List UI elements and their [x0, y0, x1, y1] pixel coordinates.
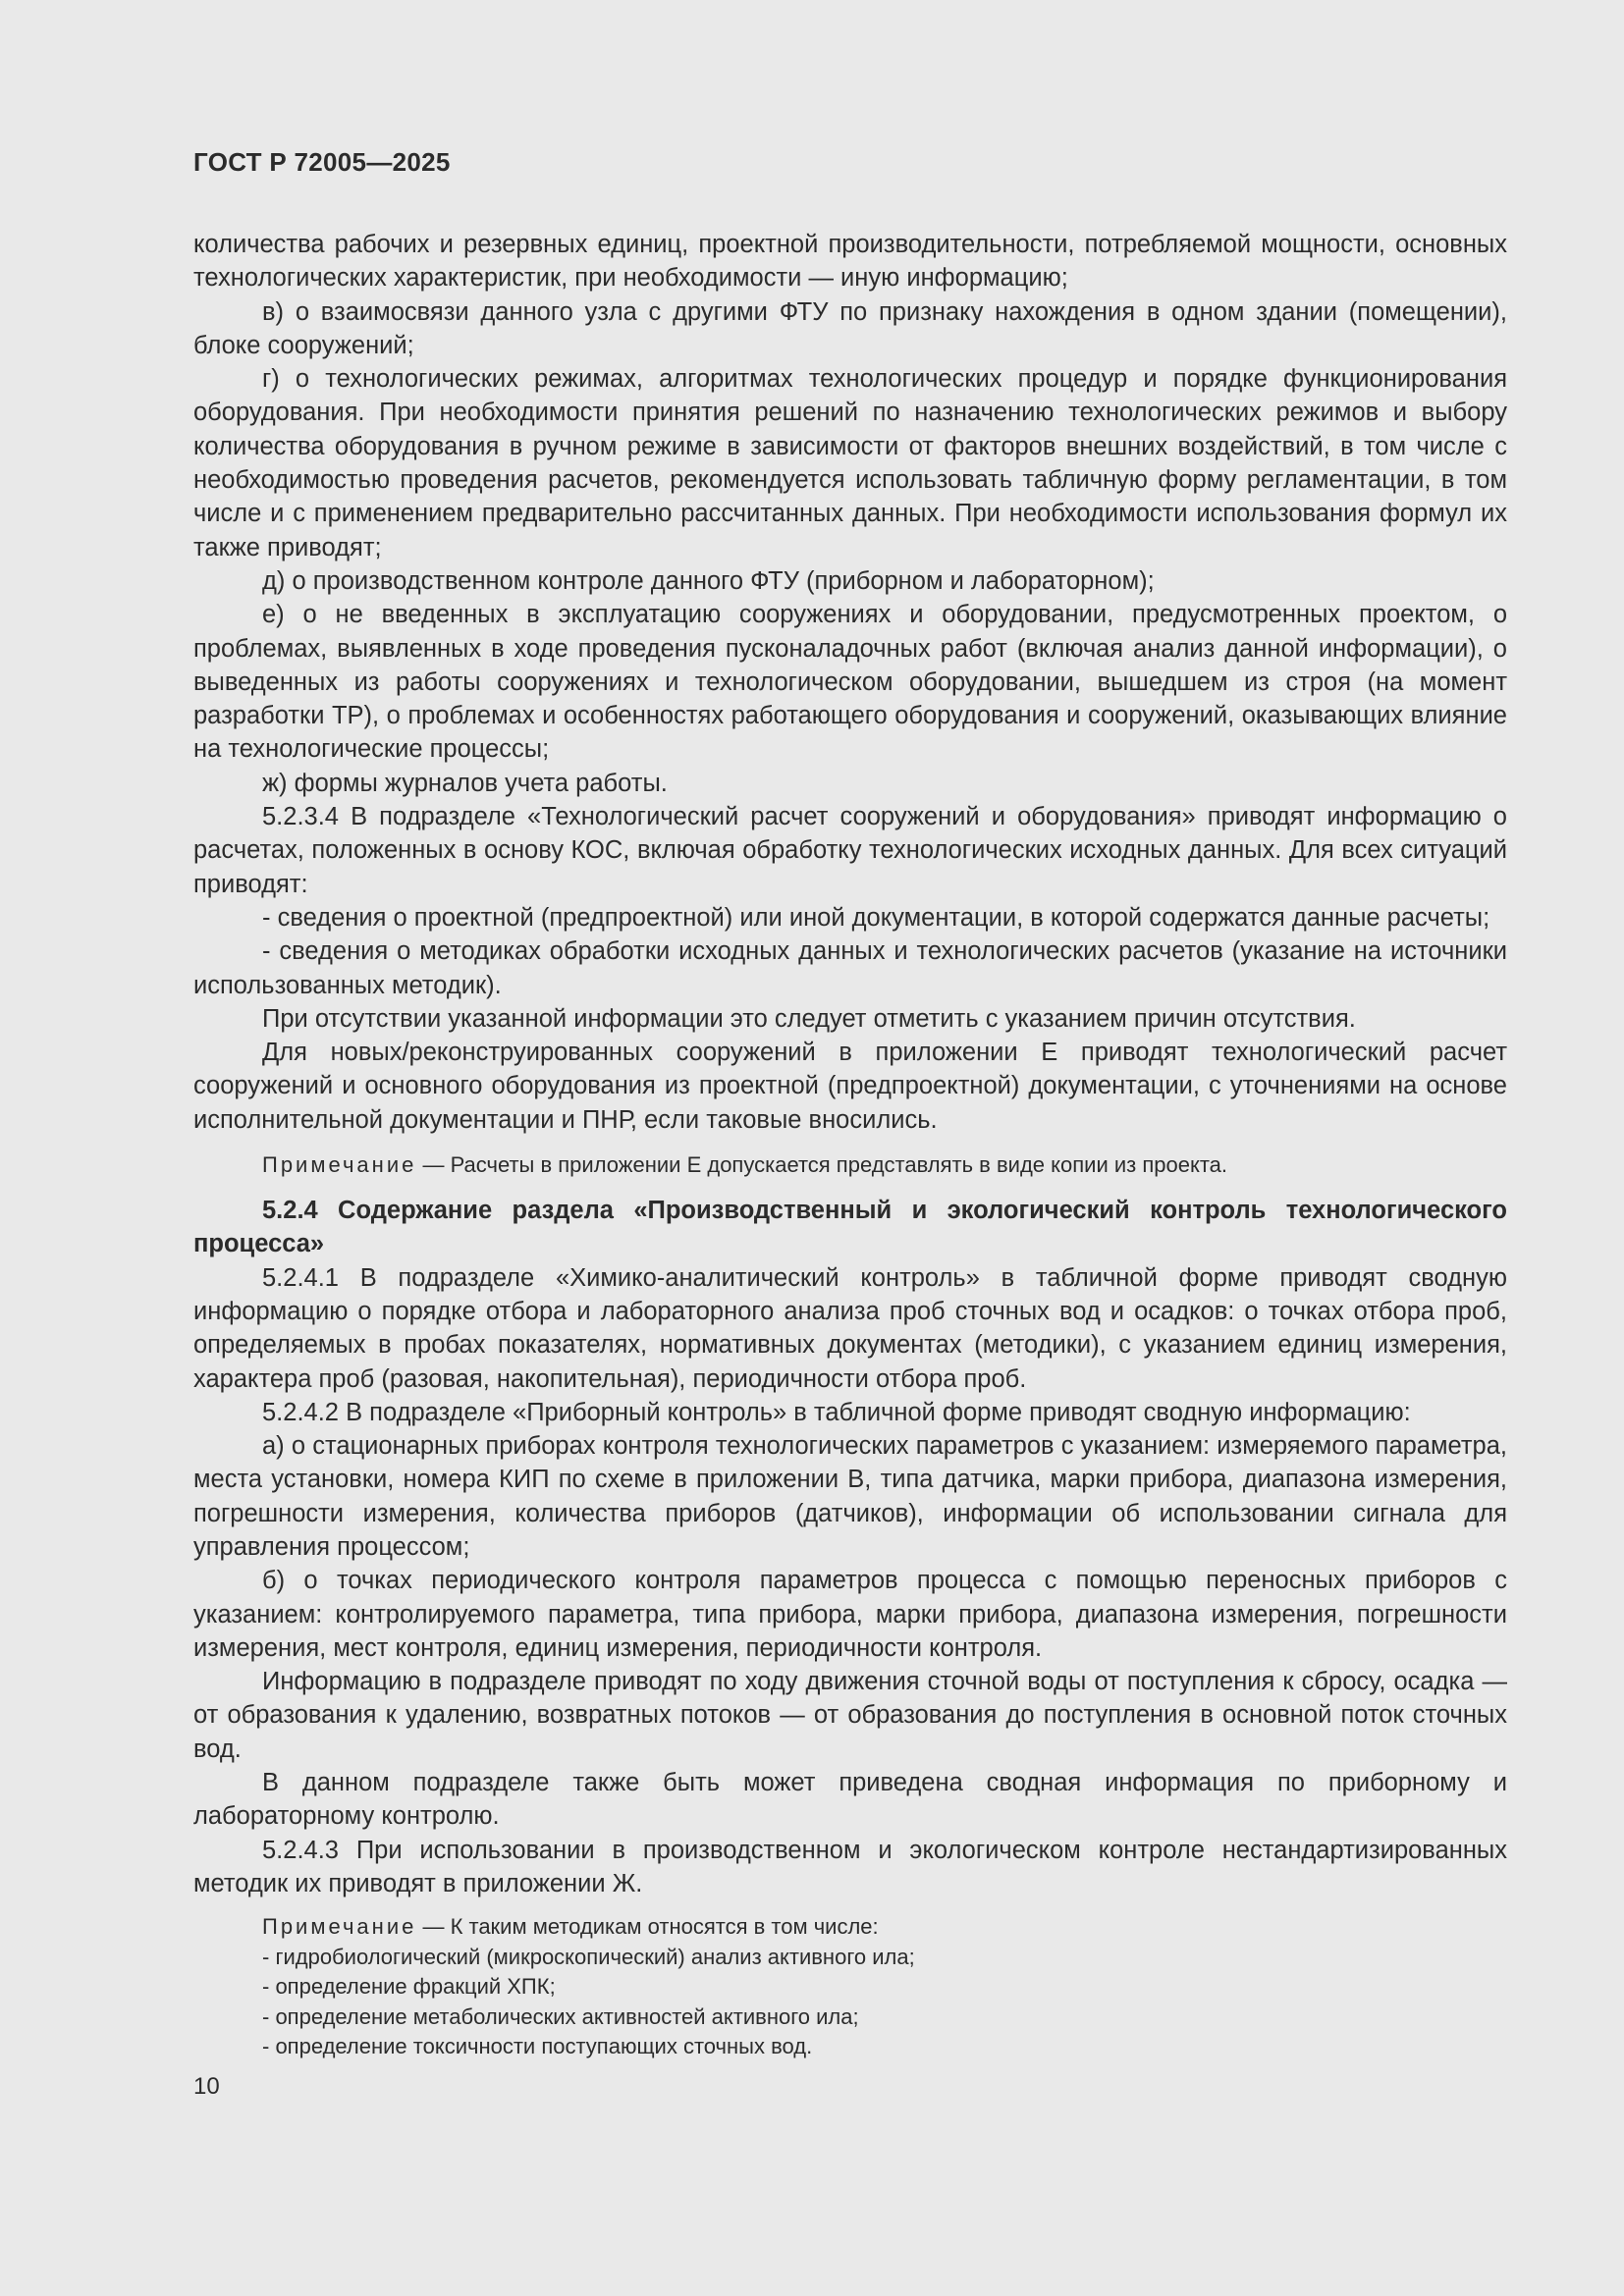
list-item-a: а) о стационарных приборах контроля технологических параметров с указанием: измеряемого параметра, места установки, номера КИП по схеме в приложении В, типа датчика, марки прибора, диапазона измерения, погрешности измерения, количества приборов (датчиков), информации об использовании сигнала для управления процессом; — [193, 1432, 1507, 1561]
document-header: ГОСТ Р 72005—2025 — [193, 147, 451, 177]
paragraph: Для новых/реконструированных сооружений в приложении Е приводят технологический расчет сооружений и основного оборудования из проектной (предпроектной) документации, с уточнениями на основе исполнительной документации и ПНР, если таковые вносились. — [193, 1039, 1507, 1134]
note — [193, 1150, 1507, 1180]
bullet-item: - сведения о проектной (предпроектной) или иной документации, в которой содержатся данные расчеты; — [262, 903, 1490, 932]
note-list — [193, 1912, 1507, 2062]
paragraph: количества рабочих и резервных единиц, проектной производительности, потребляемой мощности, основных технологических характеристик, при необходимости — иную информацию; — [193, 231, 1507, 293]
paragraph: В данном подразделе также быть может приведена сводная информация по приборному и лабораторному контролю. — [193, 1769, 1507, 1831]
note-item: - определение токсичности поступающих сточных вод. — [262, 2034, 813, 2059]
note-item: - определение метаболических активностей активного ила; — [262, 2003, 859, 2029]
document-body — [193, 228, 1507, 2062]
bullet-item: - сведения о методиках обработки исходных данных и технологических расчетов (указание на источники использованных методик). — [193, 937, 1507, 999]
paragraph: При отсутствии указанной информации это следует отметить с указанием причин отсутствия. — [262, 1004, 1356, 1033]
note-text: — К таким методикам относятся в том числе: — [416, 1914, 879, 1940]
page-number: 10 — [193, 2073, 220, 2100]
list-item-e: е) о не введенных в эксплуатацию сооружениях и оборудовании, предусмотренных проектом, о проблемах, выявленных в ходе проведения пусконаладочных работ (включая анализ данной информации), о выведенных из работы сооружениях и технологическом оборудовании, вышедшем из строя (на момент разработки ТР), о проблемах и особенностях работающего оборудования и сооружений, оказывающих влияние на технологические процессы; — [193, 601, 1507, 764]
note-text: — Расчеты в приложении Е допускается представлять в виде копии из проекта. — [416, 1152, 1228, 1178]
section-heading: 5.2.4 Содержание раздела «Производственный и экологический контроль технологического процесса» — [193, 1197, 1507, 1258]
note-label: Примечание — [262, 1914, 417, 1940]
note-item: - гидробиологический (микроскопический) анализ активного ила; — [262, 1944, 915, 1969]
list-item-g: г) о технологических режимах, алгоритмах технологических процедур и порядке функционирования оборудования. При необходимости принятия решений по назначению технологических режимов и выбору количества оборудования в ручном режиме в зависимости от факторов внешних воздействий, в том числе с необходимостью проведения расчетов, рекомендуется использовать табличную форму регламентации, в том числе и с применением предварительно рассчитанных данных. При необходимости использования формул их также приводят; — [193, 365, 1507, 561]
note-label: Примечание — [262, 1152, 417, 1178]
clause-5-2-4-1: 5.2.4.1 В подразделе «Химико-аналитический контроль» в табличной форме приводят сводную информацию о порядке отбора и лабораторного анализа проб сточных вод и осадков: о точках отбора проб, определяемых в пробах показателях, нормативных документах (методики), с указанием единиц измерения, характера проб (разовая, накопительная), периодичности отбора проб. — [193, 1263, 1507, 1393]
list-item-b: б) о точках периодического контроля параметров процесса с помощью переносных приборов с указанием: контролируемого параметра, типа прибора, марки прибора, диапазона измерения, погрешности измерения, мест контроля, единиц измерения, периодичности контроля. — [193, 1567, 1507, 1662]
note-heading — [262, 1912, 1507, 1943]
list-item-v: в) о взаимосвязи данного узла с другими ФТУ по признаку нахождения в одном здании (помещении), блоке сооружений; — [193, 297, 1507, 359]
note-item: - определение фракций ХПК; — [262, 1974, 556, 2000]
clause-5-2-4-3: 5.2.4.3 При использовании в производственном и экологическом контроле нестандартизированных методик их приводят в приложении Ж. — [193, 1836, 1507, 1897]
list-item-zh: ж) формы журналов учета работы. — [262, 769, 668, 797]
list-item-d: д) о производственном контроле данного ФТУ (приборном и лабораторном); — [262, 566, 1155, 595]
clause-5-2-4-2: 5.2.4.2 В подразделе «Приборный контроль» в табличной форме приводят сводную информацию: — [262, 1398, 1411, 1426]
paragraph: Информацию в подразделе приводят по ходу движения сточной воды от поступления к сбросу, осадка — от образования к удалению, возвратных потоков — от образования до поступления в основной поток сточных вод. — [193, 1668, 1507, 1763]
clause-5-2-3-4: 5.2.3.4 В подразделе «Технологический расчет сооружений и оборудования» приводят информацию о расчетах, положенных в основу КОС, включая обработку технологических исходных данных. Для всех ситуаций приводят: — [193, 803, 1507, 898]
